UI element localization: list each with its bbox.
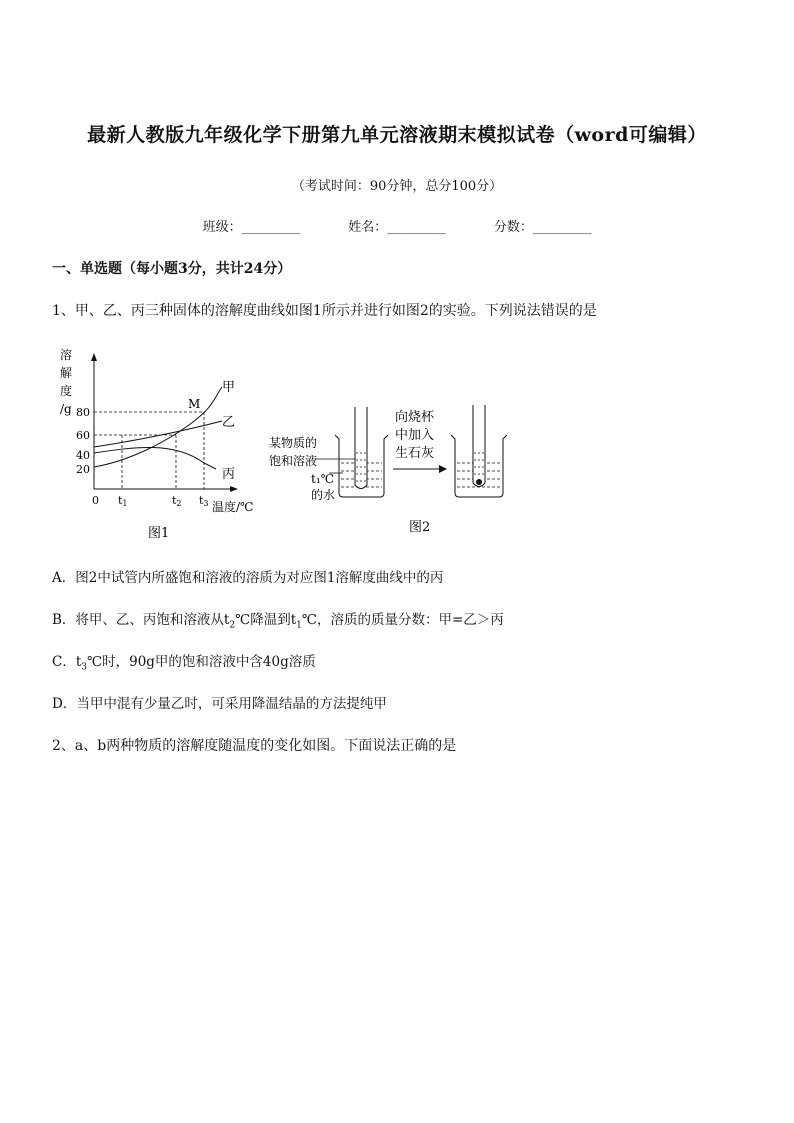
option-b: B．将甲、乙、丙饱和溶液从$t_2℃$降温到$t_1℃$，溶质的质量分数：甲=乙＞丙: [52, 612, 504, 631]
fig1-curve-jia: [94, 387, 222, 467]
fig2-label-water-1: t₁℃: [311, 472, 335, 486]
fig2-label-arrow-2: 中加入: [395, 428, 435, 443]
fig1-curve-yi: [94, 421, 222, 447]
option-a: A．图2中试管内所盛饱和溶液的溶质为对应图1溶解度曲线中的丙: [52, 570, 444, 586]
fig1-ytick-40: 40: [76, 449, 90, 462]
fig1-ylabel-1: 溶: [60, 348, 73, 362]
fig1-ytick-80: 80: [76, 406, 90, 419]
fig1-x-arrow: [230, 486, 238, 492]
fig1-ylabel-2: 解: [60, 366, 73, 380]
fig1-point-m: M: [188, 397, 201, 411]
fig2-caption: 图2: [409, 520, 431, 535]
figure-1-solubility-chart: [54, 343, 269, 543]
fig1-series-jia: 甲: [222, 380, 236, 395]
fig1-xtick-t3: t3: [199, 494, 209, 508]
fig1-xlabel: 温度/℃: [212, 500, 254, 514]
exam-subtitle: （考试时间：90分钟，总分100分）: [291, 179, 503, 194]
fig1-series-yi: 乙: [222, 415, 236, 430]
fig1-curve-bing: [94, 447, 216, 469]
fig2-label-solution-2: 饱和溶液: [269, 454, 318, 468]
fig2-label-solution-1: 某物质的: [269, 436, 318, 450]
fig1-ytick-60: 60: [76, 429, 90, 442]
fig2-arrow-head: [439, 465, 447, 473]
class-field: 班级：_________: [202, 220, 301, 235]
fig1-ytick-20: 20: [76, 463, 90, 476]
question-1-stem: 1、甲、乙、丙三种固体的溶解度曲线如图1所示并进行如图2的实验。下列说法错误的是: [52, 303, 597, 319]
fig2-test-tube-left: [355, 407, 367, 489]
name-field: 姓名：_________: [348, 220, 446, 235]
fig1-xtick-t1: t1: [118, 494, 128, 508]
fig2-label-arrow-1: 向烧杯: [395, 410, 435, 425]
fig1-ylabel-3: 度: [60, 384, 73, 398]
question-2-stem: 2、a、b两种物质的溶解度随温度的变化如图。下面说法正确的是: [52, 738, 457, 754]
figure-2-experiment: [265, 395, 525, 545]
score-field: 分数：_________: [493, 220, 592, 235]
fig1-xtick-t2: t2: [172, 494, 182, 508]
fig1-origin: 0: [92, 494, 99, 507]
page-title: 最新人教版九年级化学下册第九单元溶液期末模拟试卷（word可编辑）: [87, 124, 707, 146]
section-heading: 一、单选题（每小题3分，共计24分）: [52, 261, 292, 277]
fig2-label-water-2: 的水: [311, 488, 336, 502]
fig1-y-arrow: [91, 353, 97, 361]
fig2-precipitate: [476, 479, 482, 485]
fig2-label-arrow-3: 生石灰: [395, 446, 435, 461]
option-d: D．当甲中混有少量乙时，可采用降温结晶的方法提纯甲: [52, 696, 387, 712]
fig1-ylabel-4: /g: [60, 402, 72, 416]
student-info-row: [0, 216, 794, 235]
option-c: C．$t_3℃$时，90g甲的饱和溶液中含40g溶质: [52, 654, 316, 673]
fig1-series-bing: 丙: [222, 467, 236, 482]
fig1-caption: 图1: [148, 526, 170, 541]
